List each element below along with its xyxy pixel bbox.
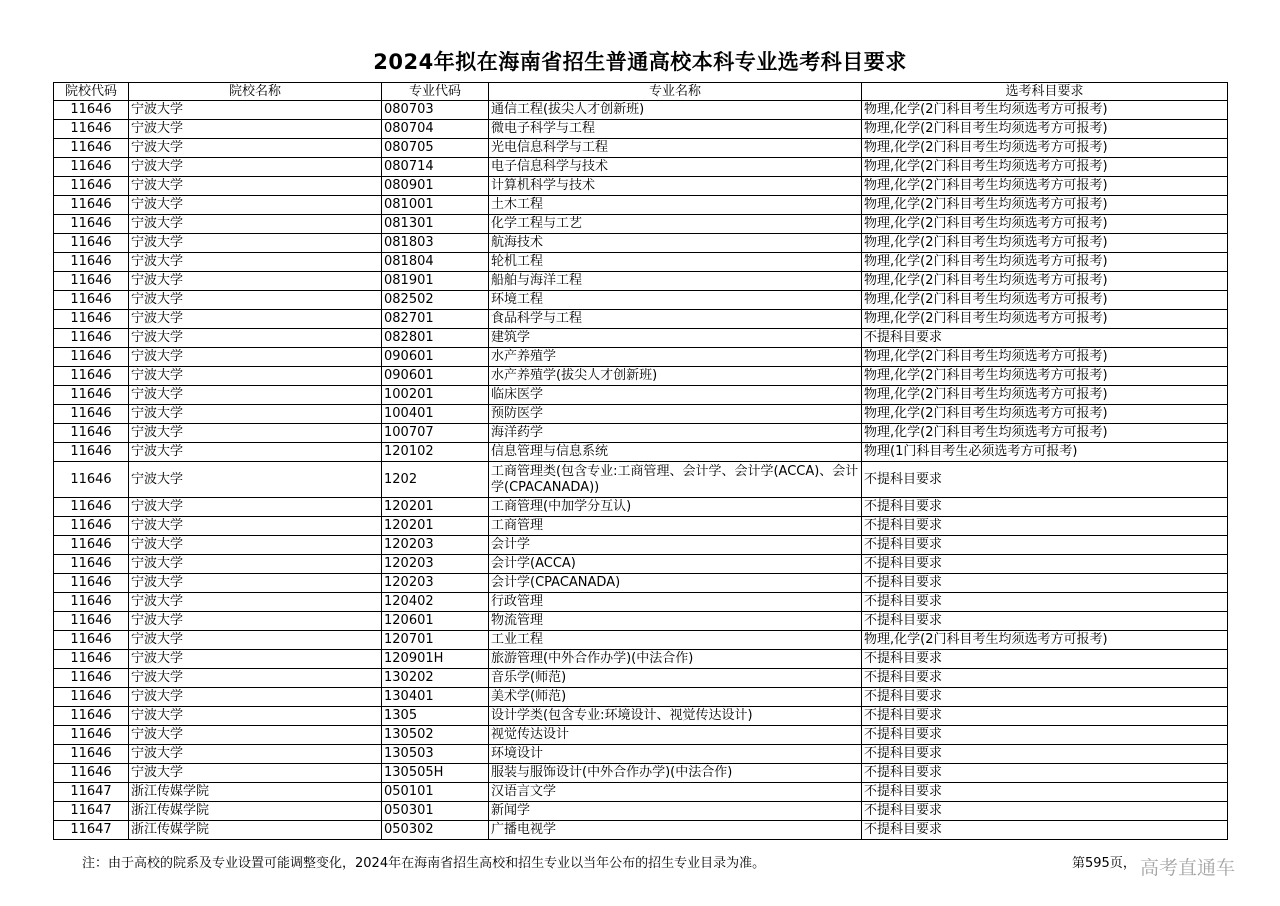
cell-major-name: 海洋药学 (489, 424, 862, 443)
cell-major-name: 汉语言文学 (489, 783, 862, 802)
table-row (54, 726, 1228, 745)
cell-subject-requirement: 不提科目要求 (862, 574, 1228, 593)
table-row (54, 310, 1228, 329)
cell-school-name: 宁波大学 (129, 574, 382, 593)
cell-major-name: 工商管理类(包含专业:工商管理、会计学、会计学(ACCA)、会计学(CPACANADA)) (489, 462, 862, 498)
cell-major-code: 130202 (382, 669, 489, 688)
cell-school-name: 宁波大学 (129, 443, 382, 462)
cell-school-code: 11646 (54, 139, 129, 158)
cell-major-code: 120201 (382, 498, 489, 517)
cell-school-code: 11646 (54, 745, 129, 764)
cell-major-code: 120102 (382, 443, 489, 462)
cell-major-name: 新闻学 (489, 802, 862, 821)
table-row (54, 215, 1228, 234)
cell-major-code: 081803 (382, 234, 489, 253)
cell-school-code: 11646 (54, 462, 129, 498)
table-row (54, 291, 1228, 310)
table-row (54, 443, 1228, 462)
cell-school-code: 11646 (54, 253, 129, 272)
cell-major-name: 旅游管理(中外合作办学)(中法合作) (489, 650, 862, 669)
cell-major-name: 临床医学 (489, 386, 862, 405)
cell-school-name: 宁波大学 (129, 764, 382, 783)
cell-school-name: 宁波大学 (129, 329, 382, 348)
cell-school-name: 宁波大学 (129, 555, 382, 574)
cell-school-name: 宁波大学 (129, 291, 382, 310)
cell-major-code: 050302 (382, 821, 489, 840)
table-row (54, 688, 1228, 707)
table-row (54, 177, 1228, 196)
cell-major-name: 工商管理 (489, 517, 862, 536)
cell-school-name: 宁波大学 (129, 120, 382, 139)
cell-subject-requirement: 不提科目要求 (862, 462, 1228, 498)
cell-major-code: 120201 (382, 517, 489, 536)
cell-school-name: 宁波大学 (129, 215, 382, 234)
cell-school-code: 11646 (54, 688, 129, 707)
cell-major-code: 080705 (382, 139, 489, 158)
cell-major-code: 090601 (382, 367, 489, 386)
cell-subject-requirement: 物理,化学(2门科目考生均须选考方可报考) (862, 101, 1228, 120)
cell-major-code: 130401 (382, 688, 489, 707)
cell-school-code: 11646 (54, 291, 129, 310)
cell-subject-requirement: 不提科目要求 (862, 517, 1228, 536)
cell-major-code: 080704 (382, 120, 489, 139)
cell-school-code: 11646 (54, 310, 129, 329)
cell-school-code: 11646 (54, 120, 129, 139)
cell-school-code: 11646 (54, 348, 129, 367)
cell-major-code: 120901H (382, 650, 489, 669)
cell-major-code: 120203 (382, 536, 489, 555)
cell-school-code: 11646 (54, 272, 129, 291)
cell-school-name: 宁波大学 (129, 745, 382, 764)
cell-subject-requirement: 不提科目要求 (862, 329, 1228, 348)
table-row (54, 234, 1228, 253)
cell-subject-requirement: 物理,化学(2门科目考生均须选考方可报考) (862, 424, 1228, 443)
cell-subject-requirement: 不提科目要求 (862, 726, 1228, 745)
cell-major-name: 设计学类(包含专业:环境设计、视觉传达设计) (489, 707, 862, 726)
cell-subject-requirement: 不提科目要求 (862, 688, 1228, 707)
header-major-name: 专业名称 (489, 83, 862, 101)
cell-major-code: 082502 (382, 291, 489, 310)
table-row (54, 669, 1228, 688)
cell-major-code: 050101 (382, 783, 489, 802)
cell-major-code: 081301 (382, 215, 489, 234)
cell-school-name: 宁波大学 (129, 498, 382, 517)
cell-school-code: 11646 (54, 612, 129, 631)
cell-major-code: 082701 (382, 310, 489, 329)
footnote: 注：由于高校的院系及专业设置可能调整变化，2024年在海南省招生高校和招生专业以当年公布的招生专业目录为准。 (82, 856, 766, 871)
cell-major-code: 130503 (382, 745, 489, 764)
cell-major-code: 090601 (382, 348, 489, 367)
cell-major-name: 土木工程 (489, 196, 862, 215)
cell-school-name: 宁波大学 (129, 196, 382, 215)
cell-school-name: 浙江传媒学院 (129, 802, 382, 821)
cell-school-name: 宁波大学 (129, 234, 382, 253)
cell-subject-requirement: 不提科目要求 (862, 498, 1228, 517)
cell-major-name: 水产养殖学(拔尖人才创新班) (489, 367, 862, 386)
table-row (54, 517, 1228, 536)
cell-major-name: 工业工程 (489, 631, 862, 650)
cell-major-name: 食品科学与工程 (489, 310, 862, 329)
cell-major-code: 081001 (382, 196, 489, 215)
cell-school-name: 宁波大学 (129, 272, 382, 291)
cell-major-name: 轮机工程 (489, 253, 862, 272)
table-row (54, 386, 1228, 405)
cell-school-name: 宁波大学 (129, 688, 382, 707)
page-number: 第595页， (1072, 856, 1136, 871)
table-row (54, 745, 1228, 764)
cell-subject-requirement: 物理(1门科目考生必须选考方可报考) (862, 443, 1228, 462)
cell-school-name: 宁波大学 (129, 650, 382, 669)
cell-subject-requirement: 物理,化学(2门科目考生均须选考方可报考) (862, 158, 1228, 177)
table-row (54, 707, 1228, 726)
cell-subject-requirement: 不提科目要求 (862, 669, 1228, 688)
cell-school-code: 11646 (54, 158, 129, 177)
cell-subject-requirement: 物理,化学(2门科目考生均须选考方可报考) (862, 177, 1228, 196)
cell-subject-requirement: 物理,化学(2门科目考生均须选考方可报考) (862, 310, 1228, 329)
cell-major-name: 美术学(师范) (489, 688, 862, 707)
table-row (54, 367, 1228, 386)
cell-subject-requirement: 物理,化学(2门科目考生均须选考方可报考) (862, 405, 1228, 424)
cell-school-code: 11647 (54, 783, 129, 802)
cell-major-code: 130505H (382, 764, 489, 783)
cell-school-code: 11646 (54, 707, 129, 726)
cell-major-name: 视觉传达设计 (489, 726, 862, 745)
cell-subject-requirement: 物理,化学(2门科目考生均须选考方可报考) (862, 631, 1228, 650)
cell-major-code: 100707 (382, 424, 489, 443)
cell-subject-requirement: 物理,化学(2门科目考生均须选考方可报考) (862, 196, 1228, 215)
cell-major-name: 环境工程 (489, 291, 862, 310)
cell-major-code: 120402 (382, 593, 489, 612)
table-row (54, 650, 1228, 669)
cell-subject-requirement: 物理,化学(2门科目考生均须选考方可报考) (862, 291, 1228, 310)
table-row (54, 764, 1228, 783)
cell-school-code: 11646 (54, 101, 129, 120)
header-school-code: 院校代码 (54, 83, 129, 101)
cell-major-code: 100201 (382, 386, 489, 405)
cell-school-name: 宁波大学 (129, 707, 382, 726)
cell-subject-requirement: 不提科目要求 (862, 764, 1228, 783)
cell-school-name: 宁波大学 (129, 101, 382, 120)
cell-school-code: 11646 (54, 196, 129, 215)
cell-subject-requirement: 物理,化学(2门科目考生均须选考方可报考) (862, 348, 1228, 367)
cell-school-code: 11646 (54, 650, 129, 669)
cell-subject-requirement: 不提科目要求 (862, 802, 1228, 821)
cell-school-code: 11646 (54, 405, 129, 424)
cell-school-name: 宁波大学 (129, 726, 382, 745)
cell-school-code: 11646 (54, 631, 129, 650)
cell-major-name: 水产养殖学 (489, 348, 862, 367)
cell-school-code: 11646 (54, 177, 129, 196)
table-row (54, 120, 1228, 139)
cell-major-name: 会计学 (489, 536, 862, 555)
cell-major-name: 微电子科学与工程 (489, 120, 862, 139)
cell-major-name: 船舶与海洋工程 (489, 272, 862, 291)
cell-school-code: 11646 (54, 234, 129, 253)
watermark: 高考直通车 (1140, 857, 1236, 879)
cell-school-name: 宁波大学 (129, 158, 382, 177)
table-row (54, 424, 1228, 443)
table-row (54, 139, 1228, 158)
table-row (54, 802, 1228, 821)
cell-major-code: 050301 (382, 802, 489, 821)
cell-major-name: 行政管理 (489, 593, 862, 612)
cell-major-name: 会计学(CPACANADA) (489, 574, 862, 593)
cell-school-code: 11646 (54, 443, 129, 462)
cell-school-code: 11646 (54, 555, 129, 574)
cell-school-code: 11646 (54, 764, 129, 783)
cell-school-name: 宁波大学 (129, 517, 382, 536)
cell-school-name: 宁波大学 (129, 310, 382, 329)
cell-subject-requirement: 不提科目要求 (862, 745, 1228, 764)
cell-major-code: 130502 (382, 726, 489, 745)
cell-subject-requirement: 不提科目要求 (862, 783, 1228, 802)
cell-major-name: 化学工程与工艺 (489, 215, 862, 234)
cell-school-code: 11646 (54, 329, 129, 348)
cell-school-name: 宁波大学 (129, 462, 382, 498)
table-row (54, 101, 1228, 120)
header-subject-requirement: 选考科目要求 (862, 83, 1228, 101)
table-body (54, 101, 1228, 840)
cell-major-code: 100401 (382, 405, 489, 424)
cell-school-name: 宁波大学 (129, 405, 382, 424)
cell-subject-requirement: 不提科目要求 (862, 650, 1228, 669)
cell-school-code: 11646 (54, 498, 129, 517)
cell-school-name: 宁波大学 (129, 139, 382, 158)
cell-school-code: 11646 (54, 215, 129, 234)
table-row (54, 498, 1228, 517)
cell-school-name: 宁波大学 (129, 177, 382, 196)
cell-major-code: 082801 (382, 329, 489, 348)
cell-major-name: 信息管理与信息系统 (489, 443, 862, 462)
table-row (54, 536, 1228, 555)
cell-school-name: 宁波大学 (129, 536, 382, 555)
cell-major-name: 音乐学(师范) (489, 669, 862, 688)
table-row (54, 253, 1228, 272)
cell-major-name: 建筑学 (489, 329, 862, 348)
cell-major-name: 工商管理(中加学分互认) (489, 498, 862, 517)
table-row (54, 555, 1228, 574)
cell-major-name: 服装与服饰设计(中外合作办学)(中法合作) (489, 764, 862, 783)
cell-subject-requirement: 物理,化学(2门科目考生均须选考方可报考) (862, 120, 1228, 139)
cell-major-name: 计算机科学与技术 (489, 177, 862, 196)
cell-school-name: 宁波大学 (129, 367, 382, 386)
cell-school-code: 11647 (54, 821, 129, 840)
cell-school-code: 11646 (54, 593, 129, 612)
cell-school-name: 宁波大学 (129, 386, 382, 405)
cell-major-name: 预防医学 (489, 405, 862, 424)
cell-major-code: 081901 (382, 272, 489, 291)
cell-school-code: 11646 (54, 669, 129, 688)
table-row (54, 631, 1228, 650)
cell-subject-requirement: 物理,化学(2门科目考生均须选考方可报考) (862, 367, 1228, 386)
cell-subject-requirement: 物理,化学(2门科目考生均须选考方可报考) (862, 386, 1228, 405)
cell-school-code: 11646 (54, 367, 129, 386)
cell-subject-requirement: 物理,化学(2门科目考生均须选考方可报考) (862, 253, 1228, 272)
cell-major-name: 物流管理 (489, 612, 862, 631)
cell-subject-requirement: 物理,化学(2门科目考生均须选考方可报考) (862, 234, 1228, 253)
cell-major-code: 080703 (382, 101, 489, 120)
cell-major-name: 环境设计 (489, 745, 862, 764)
cell-subject-requirement: 不提科目要求 (862, 707, 1228, 726)
table-row (54, 462, 1228, 498)
cell-subject-requirement: 不提科目要求 (862, 536, 1228, 555)
cell-school-name: 宁波大学 (129, 631, 382, 650)
cell-subject-requirement: 不提科目要求 (862, 821, 1228, 840)
cell-major-code: 120701 (382, 631, 489, 650)
cell-major-name: 广播电视学 (489, 821, 862, 840)
cell-major-code: 1202 (382, 462, 489, 498)
header-school-name: 院校名称 (129, 83, 382, 101)
cell-school-name: 宁波大学 (129, 424, 382, 443)
cell-subject-requirement: 不提科目要求 (862, 593, 1228, 612)
table-row (54, 405, 1228, 424)
cell-major-name: 通信工程(拔尖人才创新班) (489, 101, 862, 120)
cell-school-name: 宁波大学 (129, 593, 382, 612)
table-row (54, 574, 1228, 593)
table-row (54, 272, 1228, 291)
cell-school-code: 11646 (54, 726, 129, 745)
document-title: 2024年拟在海南省招生普通高校本科专业选考科目要求 (373, 50, 907, 74)
cell-school-code: 11646 (54, 517, 129, 536)
table-header-row (54, 83, 1228, 101)
table-row (54, 329, 1228, 348)
cell-subject-requirement: 物理,化学(2门科目考生均须选考方可报考) (862, 272, 1228, 291)
cell-school-code: 11646 (54, 574, 129, 593)
table-row (54, 196, 1228, 215)
cell-major-name: 光电信息科学与工程 (489, 139, 862, 158)
cell-major-code: 1305 (382, 707, 489, 726)
cell-major-name: 航海技术 (489, 234, 862, 253)
cell-major-code: 080714 (382, 158, 489, 177)
subject-requirements-table (53, 82, 1228, 840)
cell-major-code: 120601 (382, 612, 489, 631)
cell-school-name: 宁波大学 (129, 348, 382, 367)
cell-major-code: 120203 (382, 555, 489, 574)
cell-school-code: 11647 (54, 802, 129, 821)
table-row (54, 593, 1228, 612)
cell-major-name: 会计学(ACCA) (489, 555, 862, 574)
cell-major-code: 080901 (382, 177, 489, 196)
cell-major-code: 120203 (382, 574, 489, 593)
cell-major-code: 081804 (382, 253, 489, 272)
cell-subject-requirement: 不提科目要求 (862, 612, 1228, 631)
cell-school-code: 11646 (54, 536, 129, 555)
table-row (54, 158, 1228, 177)
cell-subject-requirement: 物理,化学(2门科目考生均须选考方可报考) (862, 139, 1228, 158)
table-row (54, 612, 1228, 631)
header-major-code: 专业代码 (382, 83, 489, 101)
table-row (54, 348, 1228, 367)
cell-subject-requirement: 物理,化学(2门科目考生均须选考方可报考) (862, 215, 1228, 234)
cell-school-name: 浙江传媒学院 (129, 821, 382, 840)
table-row (54, 821, 1228, 840)
cell-school-code: 11646 (54, 386, 129, 405)
cell-major-name: 电子信息科学与技术 (489, 158, 862, 177)
cell-school-name: 宁波大学 (129, 669, 382, 688)
cell-school-name: 宁波大学 (129, 612, 382, 631)
cell-subject-requirement: 不提科目要求 (862, 555, 1228, 574)
cell-school-name: 宁波大学 (129, 253, 382, 272)
cell-school-name: 浙江传媒学院 (129, 783, 382, 802)
cell-school-code: 11646 (54, 424, 129, 443)
table-row (54, 783, 1228, 802)
